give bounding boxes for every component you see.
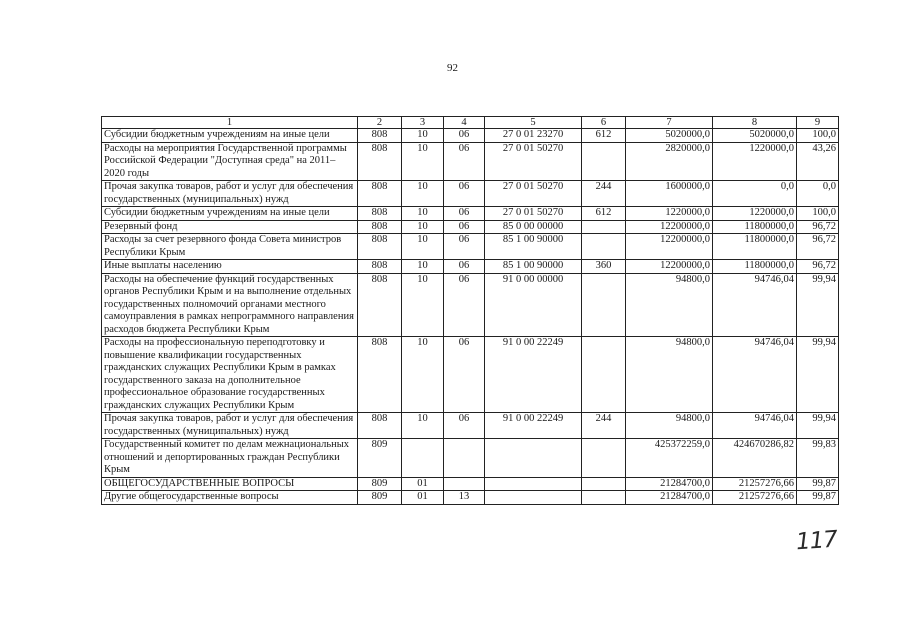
row-article: 06 — [444, 207, 485, 221]
table-row — [102, 260, 839, 274]
row-target: 27 0 01 50270 — [485, 142, 582, 181]
row-article: 13 — [444, 491, 485, 505]
row-percent: 99,83 — [797, 439, 839, 478]
row-expense-type — [582, 273, 626, 337]
row-percent: 96,72 — [797, 234, 839, 260]
table-row — [102, 477, 839, 491]
row-plan: 12200000,0 — [626, 260, 713, 274]
row-article — [444, 439, 485, 478]
row-name: Субсидии бюджетным учреждениям на иные цели — [102, 129, 358, 143]
row-percent: 99,87 — [797, 477, 839, 491]
row-article: 06 — [444, 273, 485, 337]
row-expense-type — [582, 142, 626, 181]
row-name: Государственный комитет по делам межнациональных отношений и депортированных граждан Республики Крым — [102, 439, 358, 478]
row-plan: 12200000,0 — [626, 220, 713, 234]
row-target: 85 1 00 90000 — [485, 260, 582, 274]
row-subsection: 10 — [402, 413, 444, 439]
row-name: Резервный фонд — [102, 220, 358, 234]
row-plan: 21284700,0 — [626, 491, 713, 505]
row-code: 809 — [358, 439, 402, 478]
row-subsection: 01 — [402, 491, 444, 505]
row-executed: 94746,04 — [713, 337, 797, 413]
table-row — [102, 337, 839, 413]
row-target: 85 1 00 90000 — [485, 234, 582, 260]
row-expense-type — [582, 477, 626, 491]
header-cell: 3 — [402, 117, 444, 129]
row-executed: 1220000,0 — [713, 207, 797, 221]
row-plan: 425372259,0 — [626, 439, 713, 478]
row-name: Иные выплаты населению — [102, 260, 358, 274]
row-subsection: 10 — [402, 273, 444, 337]
row-executed: 0,0 — [713, 181, 797, 207]
row-article: 06 — [444, 181, 485, 207]
row-subsection: 10 — [402, 337, 444, 413]
table-row — [102, 413, 839, 439]
row-name: Прочая закупка товаров, работ и услуг для обеспечения государственных (муниципальных) нужд — [102, 413, 358, 439]
row-percent: 99,94 — [797, 273, 839, 337]
row-article: 06 — [444, 413, 485, 439]
row-target: 91 0 00 00000 — [485, 273, 582, 337]
row-code: 808 — [358, 273, 402, 337]
row-code: 809 — [358, 491, 402, 505]
row-plan: 1220000,0 — [626, 207, 713, 221]
header-cell: 1 — [102, 117, 358, 129]
row-executed: 1220000,0 — [713, 142, 797, 181]
row-name: Расходы на мероприятия Государственной программы Российской Федерации "Доступная среда" на 2011–2020 годы — [102, 142, 358, 181]
row-expense-type: 360 — [582, 260, 626, 274]
row-expense-type — [582, 220, 626, 234]
row-target: 27 0 01 50270 — [485, 181, 582, 207]
header-cell: 2 — [358, 117, 402, 129]
row-article: 06 — [444, 234, 485, 260]
row-percent: 99,94 — [797, 413, 839, 439]
row-percent: 96,72 — [797, 220, 839, 234]
table-row — [102, 207, 839, 221]
row-subsection: 10 — [402, 220, 444, 234]
row-plan: 5020000,0 — [626, 129, 713, 143]
row-executed: 94746,04 — [713, 273, 797, 337]
page-number: 92 — [447, 62, 458, 74]
row-name: Прочая закупка товаров, работ и услуг для обеспечения государственных (муниципальных) нужд — [102, 181, 358, 207]
row-subsection: 10 — [402, 260, 444, 274]
row-executed: 11800000,0 — [713, 260, 797, 274]
row-article: 06 — [444, 337, 485, 413]
row-executed: 5020000,0 — [713, 129, 797, 143]
row-expense-type: 612 — [582, 207, 626, 221]
row-name: Субсидии бюджетным учреждениям на иные цели — [102, 207, 358, 221]
row-expense-type — [582, 491, 626, 505]
row-code: 808 — [358, 260, 402, 274]
row-article — [444, 477, 485, 491]
budget-table — [101, 116, 839, 505]
row-subsection — [402, 439, 444, 478]
row-target — [485, 439, 582, 478]
row-article: 06 — [444, 129, 485, 143]
row-target: 85 0 00 00000 — [485, 220, 582, 234]
row-percent: 43,26 — [797, 142, 839, 181]
row-code: 808 — [358, 220, 402, 234]
row-target — [485, 477, 582, 491]
row-article: 06 — [444, 142, 485, 181]
row-plan: 1600000,0 — [626, 181, 713, 207]
handwritten-page-number: 117 — [795, 526, 838, 556]
row-executed: 11800000,0 — [713, 220, 797, 234]
row-code: 808 — [358, 129, 402, 143]
row-executed: 424670286,82 — [713, 439, 797, 478]
row-target — [485, 491, 582, 505]
table-header-row — [102, 117, 839, 129]
row-expense-type — [582, 439, 626, 478]
row-expense-type — [582, 234, 626, 260]
row-name: ОБЩЕГОСУДАРСТВЕННЫЕ ВОПРОСЫ — [102, 477, 358, 491]
header-cell: 8 — [713, 117, 797, 129]
row-subsection: 10 — [402, 129, 444, 143]
table-row — [102, 491, 839, 505]
row-subsection: 10 — [402, 234, 444, 260]
row-code: 809 — [358, 477, 402, 491]
row-percent: 99,94 — [797, 337, 839, 413]
row-percent: 0,0 — [797, 181, 839, 207]
row-subsection: 01 — [402, 477, 444, 491]
row-plan: 12200000,0 — [626, 234, 713, 260]
row-code: 808 — [358, 142, 402, 181]
row-executed: 94746,04 — [713, 413, 797, 439]
row-subsection: 10 — [402, 181, 444, 207]
row-code: 808 — [358, 234, 402, 260]
row-code: 808 — [358, 207, 402, 221]
row-article: 06 — [444, 260, 485, 274]
row-article: 06 — [444, 220, 485, 234]
row-executed: 11800000,0 — [713, 234, 797, 260]
header-cell: 6 — [582, 117, 626, 129]
header-cell: 7 — [626, 117, 713, 129]
row-subsection: 10 — [402, 207, 444, 221]
row-executed: 21257276,66 — [713, 491, 797, 505]
row-target: 27 0 01 50270 — [485, 207, 582, 221]
row-name: Расходы на профессиональную переподготовку и повышение квалификации государственных гражданских служащих Республики Крым в рамках государственного заказа на дополнительное профессиональное образование государственных гражданских служащих Республики Крым — [102, 337, 358, 413]
row-subsection: 10 — [402, 142, 444, 181]
row-plan: 94800,0 — [626, 413, 713, 439]
table-row — [102, 142, 839, 181]
row-executed: 21257276,66 — [713, 477, 797, 491]
row-target: 91 0 00 22249 — [485, 413, 582, 439]
row-target: 91 0 00 22249 — [485, 337, 582, 413]
row-name: Расходы за счет резервного фонда Совета министров Республики Крым — [102, 234, 358, 260]
row-expense-type: 244 — [582, 413, 626, 439]
row-percent: 100,0 — [797, 129, 839, 143]
table-row — [102, 234, 839, 260]
row-expense-type — [582, 337, 626, 413]
row-expense-type: 612 — [582, 129, 626, 143]
row-plan: 94800,0 — [626, 273, 713, 337]
row-name: Другие общегосударственные вопросы — [102, 491, 358, 505]
row-name: Расходы на обеспечение функций государственных органов Республики Крым и на выполнение отдельных государственных полномочий органами местного самоуправления в рамках непрограммного направления расходов бюджета Республики Крым — [102, 273, 358, 337]
header-cell: 5 — [485, 117, 582, 129]
row-target: 27 0 01 23270 — [485, 129, 582, 143]
row-code: 808 — [358, 181, 402, 207]
table-row — [102, 129, 839, 143]
row-plan: 21284700,0 — [626, 477, 713, 491]
row-code: 808 — [358, 337, 402, 413]
row-percent: 100,0 — [797, 207, 839, 221]
table-row — [102, 181, 839, 207]
row-percent: 99,87 — [797, 491, 839, 505]
header-cell: 9 — [797, 117, 839, 129]
row-expense-type: 244 — [582, 181, 626, 207]
row-percent: 96,72 — [797, 260, 839, 274]
table-row — [102, 273, 839, 337]
table-row — [102, 220, 839, 234]
table-row — [102, 439, 839, 478]
row-code: 808 — [358, 413, 402, 439]
row-plan: 94800,0 — [626, 337, 713, 413]
header-cell: 4 — [444, 117, 485, 129]
row-plan: 2820000,0 — [626, 142, 713, 181]
